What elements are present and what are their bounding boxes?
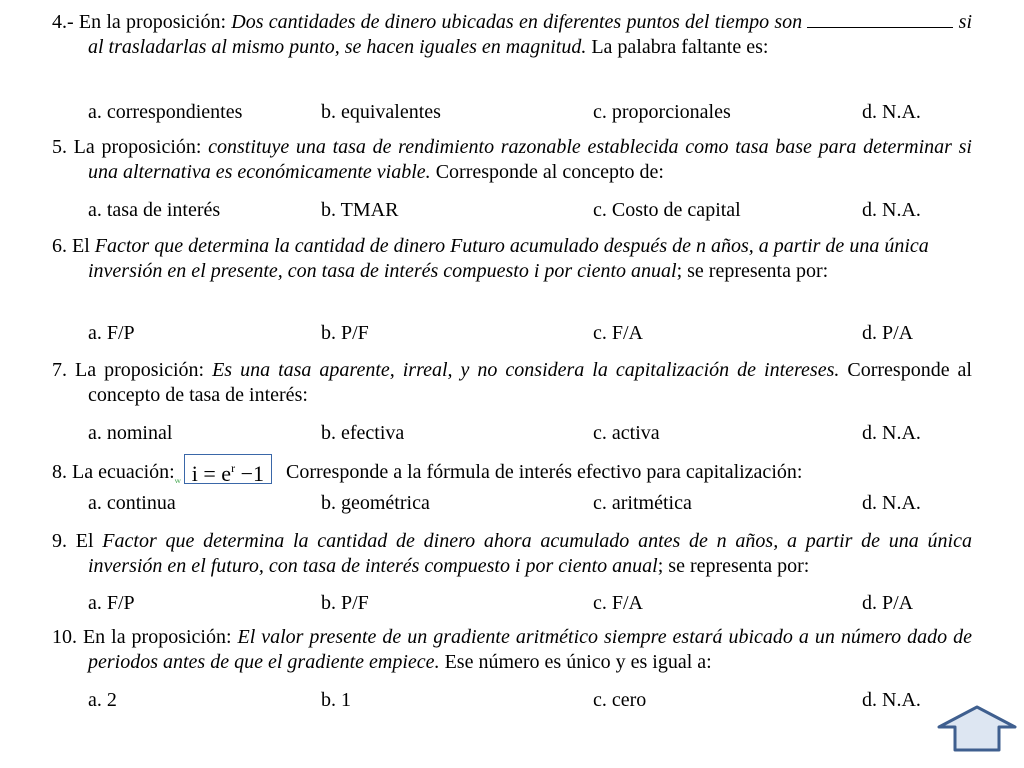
question-9-statement: Factor que determina la cantidad de dinero ahora acumulado antes de n años, a partir de una única inversión en el futuro, con tasa de interés compuesto i por ciento anual <box>88 530 972 577</box>
option-b[interactable]: b. equivalentes <box>321 101 441 123</box>
question-4-statement: Dos cantidades de dinero ubicadas en diferentes puntos del tiempo son <box>231 11 803 33</box>
option-a[interactable]: a. nominal <box>88 422 173 444</box>
option-d[interactable]: d. N.A. <box>862 689 921 711</box>
option-c[interactable]: c. Costo de capital <box>593 199 741 221</box>
question-10-prefix: 10. En la proposición: <box>52 626 238 648</box>
formula-left: i = e <box>191 461 232 486</box>
question-6-statement: Factor que determina la cantidad de dinero Futuro acumulado después de n años, a partir de una única inversión en el presente, con tasa de interés compuesto i por ciento anual <box>88 235 929 282</box>
option-d[interactable]: d. N.A. <box>862 492 921 514</box>
option-a[interactable]: a. continua <box>88 492 176 514</box>
question-7 <box>52 358 972 408</box>
option-c[interactable]: c. activa <box>593 422 660 444</box>
option-a[interactable]: a. F/P <box>88 592 135 614</box>
question-5 <box>52 135 972 185</box>
question-8-options <box>88 490 968 516</box>
question-8-prefix: 8. La ecuación: <box>52 461 175 483</box>
option-b[interactable]: b. P/F <box>321 592 369 614</box>
option-c[interactable]: c. cero <box>593 689 647 711</box>
question-5-suffix: Corresponde al concepto de: <box>430 161 664 183</box>
option-a[interactable]: a. tasa de interés <box>88 199 221 221</box>
option-c[interactable]: c. aritmética <box>593 492 692 514</box>
question-7-prefix: 7. La proposición: <box>52 359 213 381</box>
option-b[interactable]: b. 1 <box>321 689 351 711</box>
up-arrow-icon <box>936 705 1018 753</box>
question-6-options <box>88 320 968 346</box>
option-d[interactable]: d. N.A. <box>862 101 921 123</box>
spellcheck-mark: ᵥᵥ <box>174 471 180 485</box>
formula-right: −1 <box>235 461 264 486</box>
question-9-prefix: 9. El <box>52 530 103 552</box>
option-b[interactable]: b. efectiva <box>321 422 405 444</box>
option-b[interactable]: b. P/F <box>321 322 369 344</box>
question-8-suffix: Corresponde a la fórmula de interés efectivo para capitalización: <box>286 461 803 483</box>
question-6-prefix: 6. El <box>52 235 95 257</box>
option-b[interactable]: b. TMAR <box>321 199 399 221</box>
question-4 <box>52 10 972 60</box>
option-d[interactable]: d. P/A <box>862 592 914 614</box>
question-4-options <box>88 99 968 125</box>
question-9-suffix: ; se representa por: <box>657 555 810 577</box>
option-c[interactable]: c. proporcionales <box>593 101 731 123</box>
option-c[interactable]: c. F/A <box>593 322 643 344</box>
question-5-prefix: 5. La proposición: <box>52 136 209 158</box>
option-a[interactable]: a. 2 <box>88 689 117 711</box>
formula-box <box>184 454 272 484</box>
option-b[interactable]: b. geométrica <box>321 492 430 514</box>
answer-blank <box>807 10 953 28</box>
question-4-suffix: La palabra faltante es: <box>586 36 769 58</box>
option-c[interactable]: c. F/A <box>593 592 643 614</box>
question-5-statement: constituye una tasa de rendimiento razonable establecida como tasa base para determinar si una alternativa es económicamente viable. <box>88 136 972 183</box>
question-7-statement: Es una tasa aparente, irreal, y no considera la capitalización de intereses. <box>212 359 840 381</box>
question-7-suffix: Corresponde al concepto de tasa de interés: <box>88 359 972 406</box>
question-6-suffix: ; se representa por: <box>676 260 829 282</box>
question-10-suffix: Ese número es único y es igual a: <box>439 651 712 673</box>
question-9 <box>52 529 972 579</box>
option-d[interactable]: d. N.A. <box>862 422 921 444</box>
formula-exponent: r <box>231 461 236 475</box>
question-4-statement-cont: si al trasladarlas al mismo punto, se hacen iguales en magnitud. <box>88 11 973 58</box>
question-10-options <box>88 687 968 713</box>
option-a[interactable]: a. F/P <box>88 322 135 344</box>
question-8 <box>52 454 972 488</box>
option-d[interactable]: d. P/A <box>862 322 914 344</box>
option-a[interactable]: a. correspondientes <box>88 101 243 123</box>
question-10-statement: El valor presente de un gradiente aritmético siempre estará ubicado a un número dado de periodos antes de que el gradiente empiece. <box>88 626 972 673</box>
question-7-options <box>88 420 968 446</box>
question-6 <box>52 234 972 284</box>
question-9-options <box>88 590 968 616</box>
option-d[interactable]: d. N.A. <box>862 199 921 221</box>
question-4-prefix: 4.- En la proposición: <box>52 11 232 33</box>
question-10 <box>52 625 972 675</box>
question-5-options <box>88 197 968 223</box>
up-arrow-button[interactable] <box>936 705 1018 753</box>
